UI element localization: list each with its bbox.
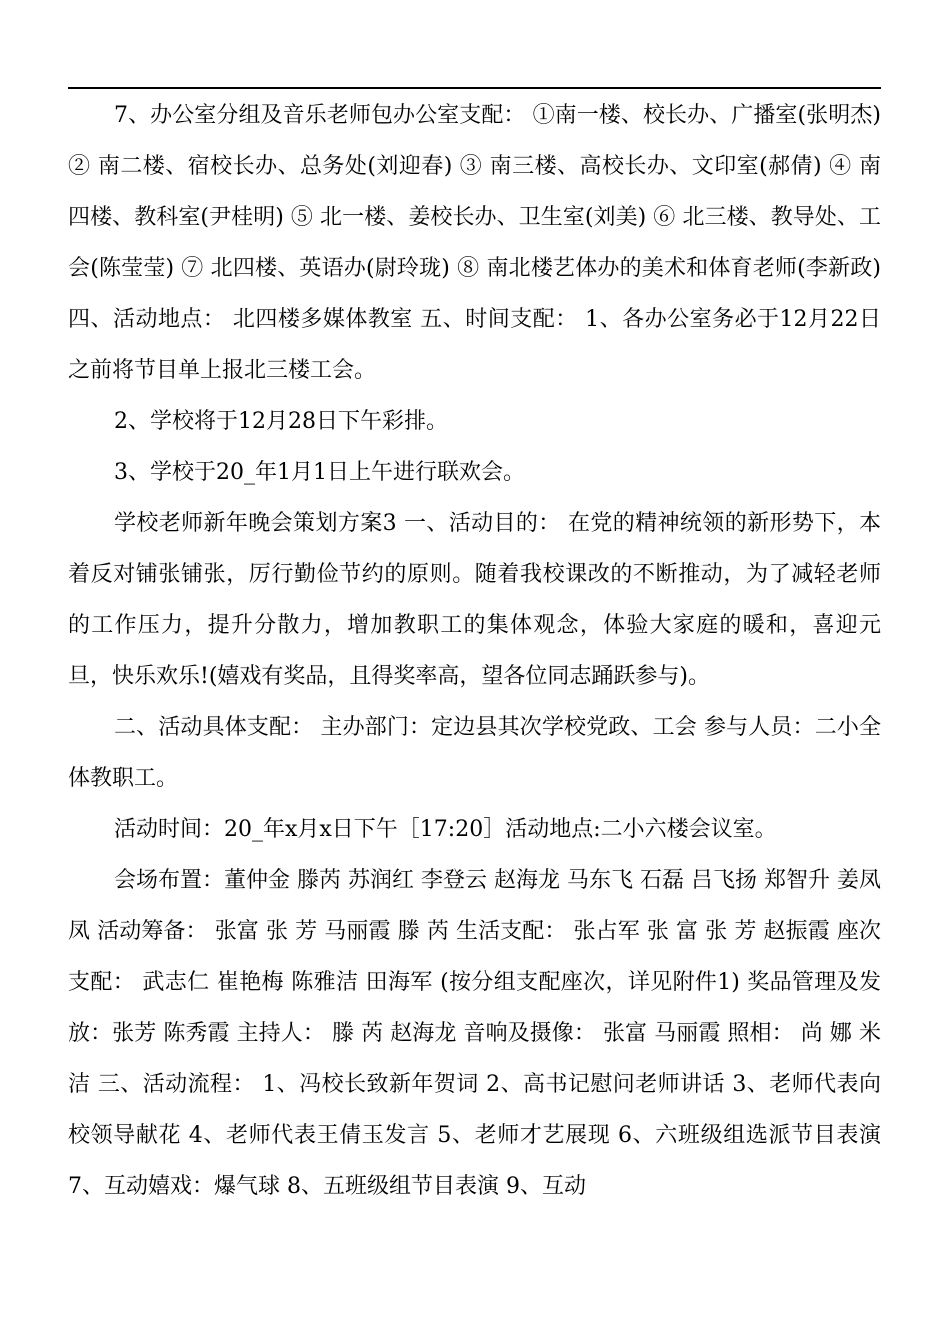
paragraph-office-assignments: 7、办公室分组及音乐老师包办公室支配： ①南一楼、校长办、广播室(张明杰) ② 南二楼、宿校长办、总务处(刘迎春) ③ 南三楼、高校长办、文印室(郝倩) ④ 南四楼、教科室(尹桂明) ⑤ 北一楼、姜校长办、卫生室(刘美) ⑥ 北三楼、教导处、工会(陈莹莹) ⑦ 北四楼、英语办(尉玲珑) ⑧ 南北楼艺体办的美术和体育老师(李新政) 四、活动地点： 北四楼多媒体教室 五、时间支配： 1、各办公室务必于12月22日之前将节目单上报北三楼工会。	[68, 103, 881, 383]
paragraph-time-location: 活动时间：20_年x月x日下午［17:20］活动地点:二小六楼会议室。	[114, 817, 777, 842]
paragraph-rehearsal: 2、学校将于12月28日下午彩排。	[114, 409, 448, 434]
paragraph-party-date: 3、学校于20_年1月1日上午进行联欢会。	[114, 460, 525, 485]
header-rule	[68, 87, 881, 89]
paragraph-arrangements: 二、活动具体支配： 主办部门：定边县其次学校党政、工会 参与人员：二小全体教职工。	[68, 715, 881, 791]
paragraph-plan-3-purpose: 学校老师新年晚会策划方案3 一、活动目的： 在党的精神统领的新形势下，本着反对铺张铺张，厉行勤俭节约的原则。随着我校课改的不断推动，为了减轻老师的工作压力，提升分散力，增加教职工的集体观念，体验大家庭的暖和，喜迎元旦，快乐欢乐!(嬉戏有奖品，且得奖率高，望各位同志踊跃参与)。	[68, 511, 881, 689]
document-body	[68, 90, 881, 1212]
paragraph-staff-and-program: 会场布置：董仲金 滕芮 苏润红 李登云 赵海龙 马东飞 石磊 吕飞扬 郑智升 姜凤凤 活动筹备： 张富 张 芳 马丽霞 滕 芮 生活支配： 张占军 张 富 张 芳 赵振霞 座次支配： 武志仁 崔艳梅 陈雅洁 田海军 (按分组支配座次，详见附件1) 奖品管理及发放：张芳 陈秀霞 主持人： 滕 芮 赵海龙 音响及摄像： 张富 马丽霞 照相： 尚 娜 米洁 三、活动流程： 1、冯校长致新年贺词 2、高书记慰问老师讲话 3、老师代表向校领导献花 4、老师代表王倩玉发言 5、老师才艺展现 6、六班级组选派节目表演 7、互动嬉戏：爆气球 8、五班级组节目表演 9、互动	[68, 868, 881, 1199]
